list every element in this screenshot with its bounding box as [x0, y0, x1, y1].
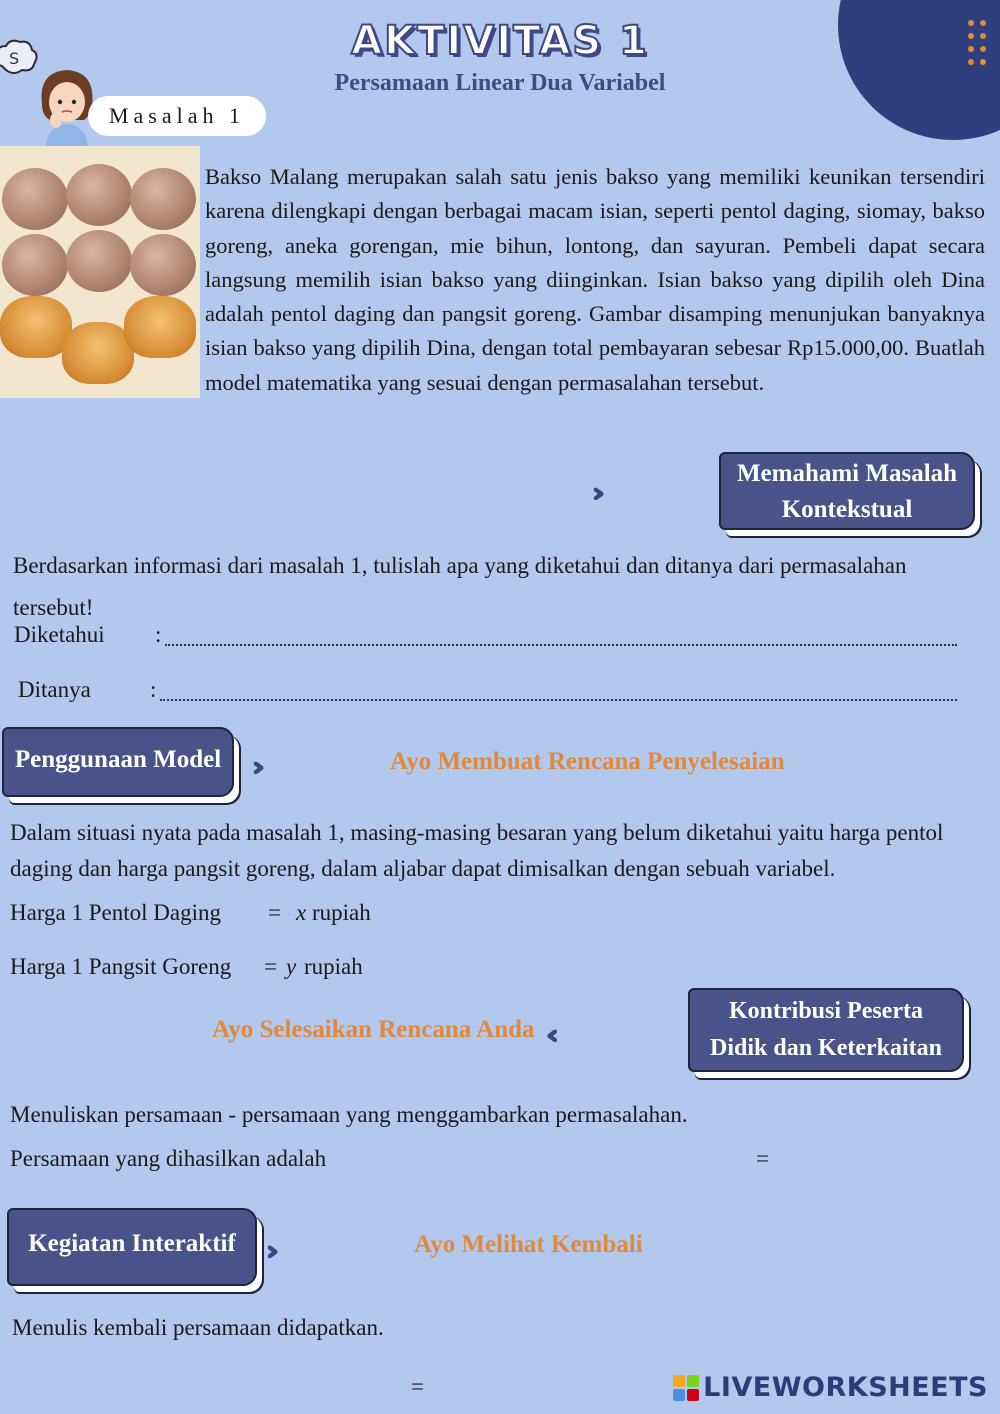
melihat-kembali-heading: Ayo Melihat Kembali — [414, 1231, 643, 1258]
svg-text:S: S — [9, 49, 20, 68]
known-colon: : — [155, 622, 162, 647]
var2-eq: = — [264, 954, 277, 979]
kontribusi-box-line1: Kontribusi Peserta — [729, 998, 923, 1024]
var1-unit: rupiah — [312, 900, 371, 925]
var1-eq: = — [268, 900, 281, 925]
asked-answer-field[interactable] — [160, 685, 957, 701]
section4-text: Menulis kembali persamaan didapatkan. — [12, 1315, 384, 1340]
kontribusi-box-line2: Didik dan Keterkaitan — [709, 1035, 943, 1061]
asked-label: Ditanya — [18, 677, 91, 702]
selesaikan-heading: Ayo Selesaikan Rencana Anda — [212, 1016, 535, 1043]
page-title: AKTIVITAS 1 — [351, 18, 649, 64]
page-subtitle: Persamaan Linear Dua Variabel — [334, 70, 666, 96]
liveworksheets-brand: LIVEWORKSHEETS — [703, 1372, 988, 1403]
var2-unit: rupiah — [304, 954, 363, 979]
known-label: Diketahui — [14, 622, 105, 647]
equation-rhs-input[interactable] — [782, 1144, 982, 1174]
liveworksheets-logo[interactable] — [673, 1372, 988, 1403]
penggunaan-model-box: Penggunaan Model — [2, 727, 234, 797]
var2-label: Harga 1 Pangsit Goreng — [10, 954, 232, 979]
memahami-box-line1: Memahami Masalah — [736, 460, 958, 487]
rewrite-lhs-input[interactable] — [180, 1372, 400, 1402]
section3-line2: Persamaan yang dihasilkan adalah — [10, 1146, 327, 1171]
rewrite-rhs-input[interactable] — [436, 1372, 656, 1402]
problem-label: Masalah 1 — [88, 96, 266, 136]
problem-text: Bakso Malang merupakan salah satu jenis bakso yang memiliki keunikan tersendiri karena dilengkapi dengan berbagai macam isian, seperti pentol daging, siomay, bakso goreng, aneka gorengan, mie bihun, lontong, dan sayuran. Pembeli dapat secara langsung memilih isian bakso yang diinginkan. Isian bakso yang dipilih oleh Dina adalah pentol daging dan pangsit goreng. Gambar disamping menunjukan banyaknya isian bakso yang dipilih Dina, dengan total pembayaran sebesar Rp15.000,00. Buatlah model matematika yang sesuai dengan permasalahan tersebut. — [205, 164, 985, 395]
asked-colon: : — [150, 677, 157, 702]
section3-line1: Menuliskan persamaan - persamaan yang menggambarkan permasalahan. — [10, 1102, 688, 1127]
liveworksheets-icon — [673, 1375, 699, 1401]
section2-text: Dalam situasi nyata pada masalah 1, masing-masing besaran yang belum diketahui yaitu harga pentol daging dan harga pangsit goreng, dalam aljabar dapat dimisalkan dengan sebuah variabel. — [10, 820, 944, 881]
var1-symbol: x — [296, 900, 307, 925]
memahami-masalah-box — [719, 452, 975, 530]
equation-lhs-input[interactable] — [400, 1144, 740, 1174]
var1-label: Harga 1 Pentol Daging — [10, 900, 222, 925]
rencana-heading: Ayo Membuat Rencana Penyelesaian — [390, 748, 785, 775]
bakso-isian-image — [0, 146, 200, 398]
section3-eq: = — [756, 1146, 769, 1171]
var2-symbol: y — [286, 954, 297, 979]
known-answer-field[interactable] — [165, 630, 957, 646]
section1-instruction: Berdasarkan informasi dari masalah 1, tulislah apa yang diketahui dan ditanya dari permasalahan tersebut! — [13, 553, 907, 620]
memahami-box-line2: Kontekstual — [781, 496, 913, 523]
kontribusi-box — [688, 988, 964, 1072]
section4-eq: = — [411, 1374, 424, 1399]
kegiatan-interaktif-box: Kegiatan Interaktif — [7, 1208, 257, 1286]
